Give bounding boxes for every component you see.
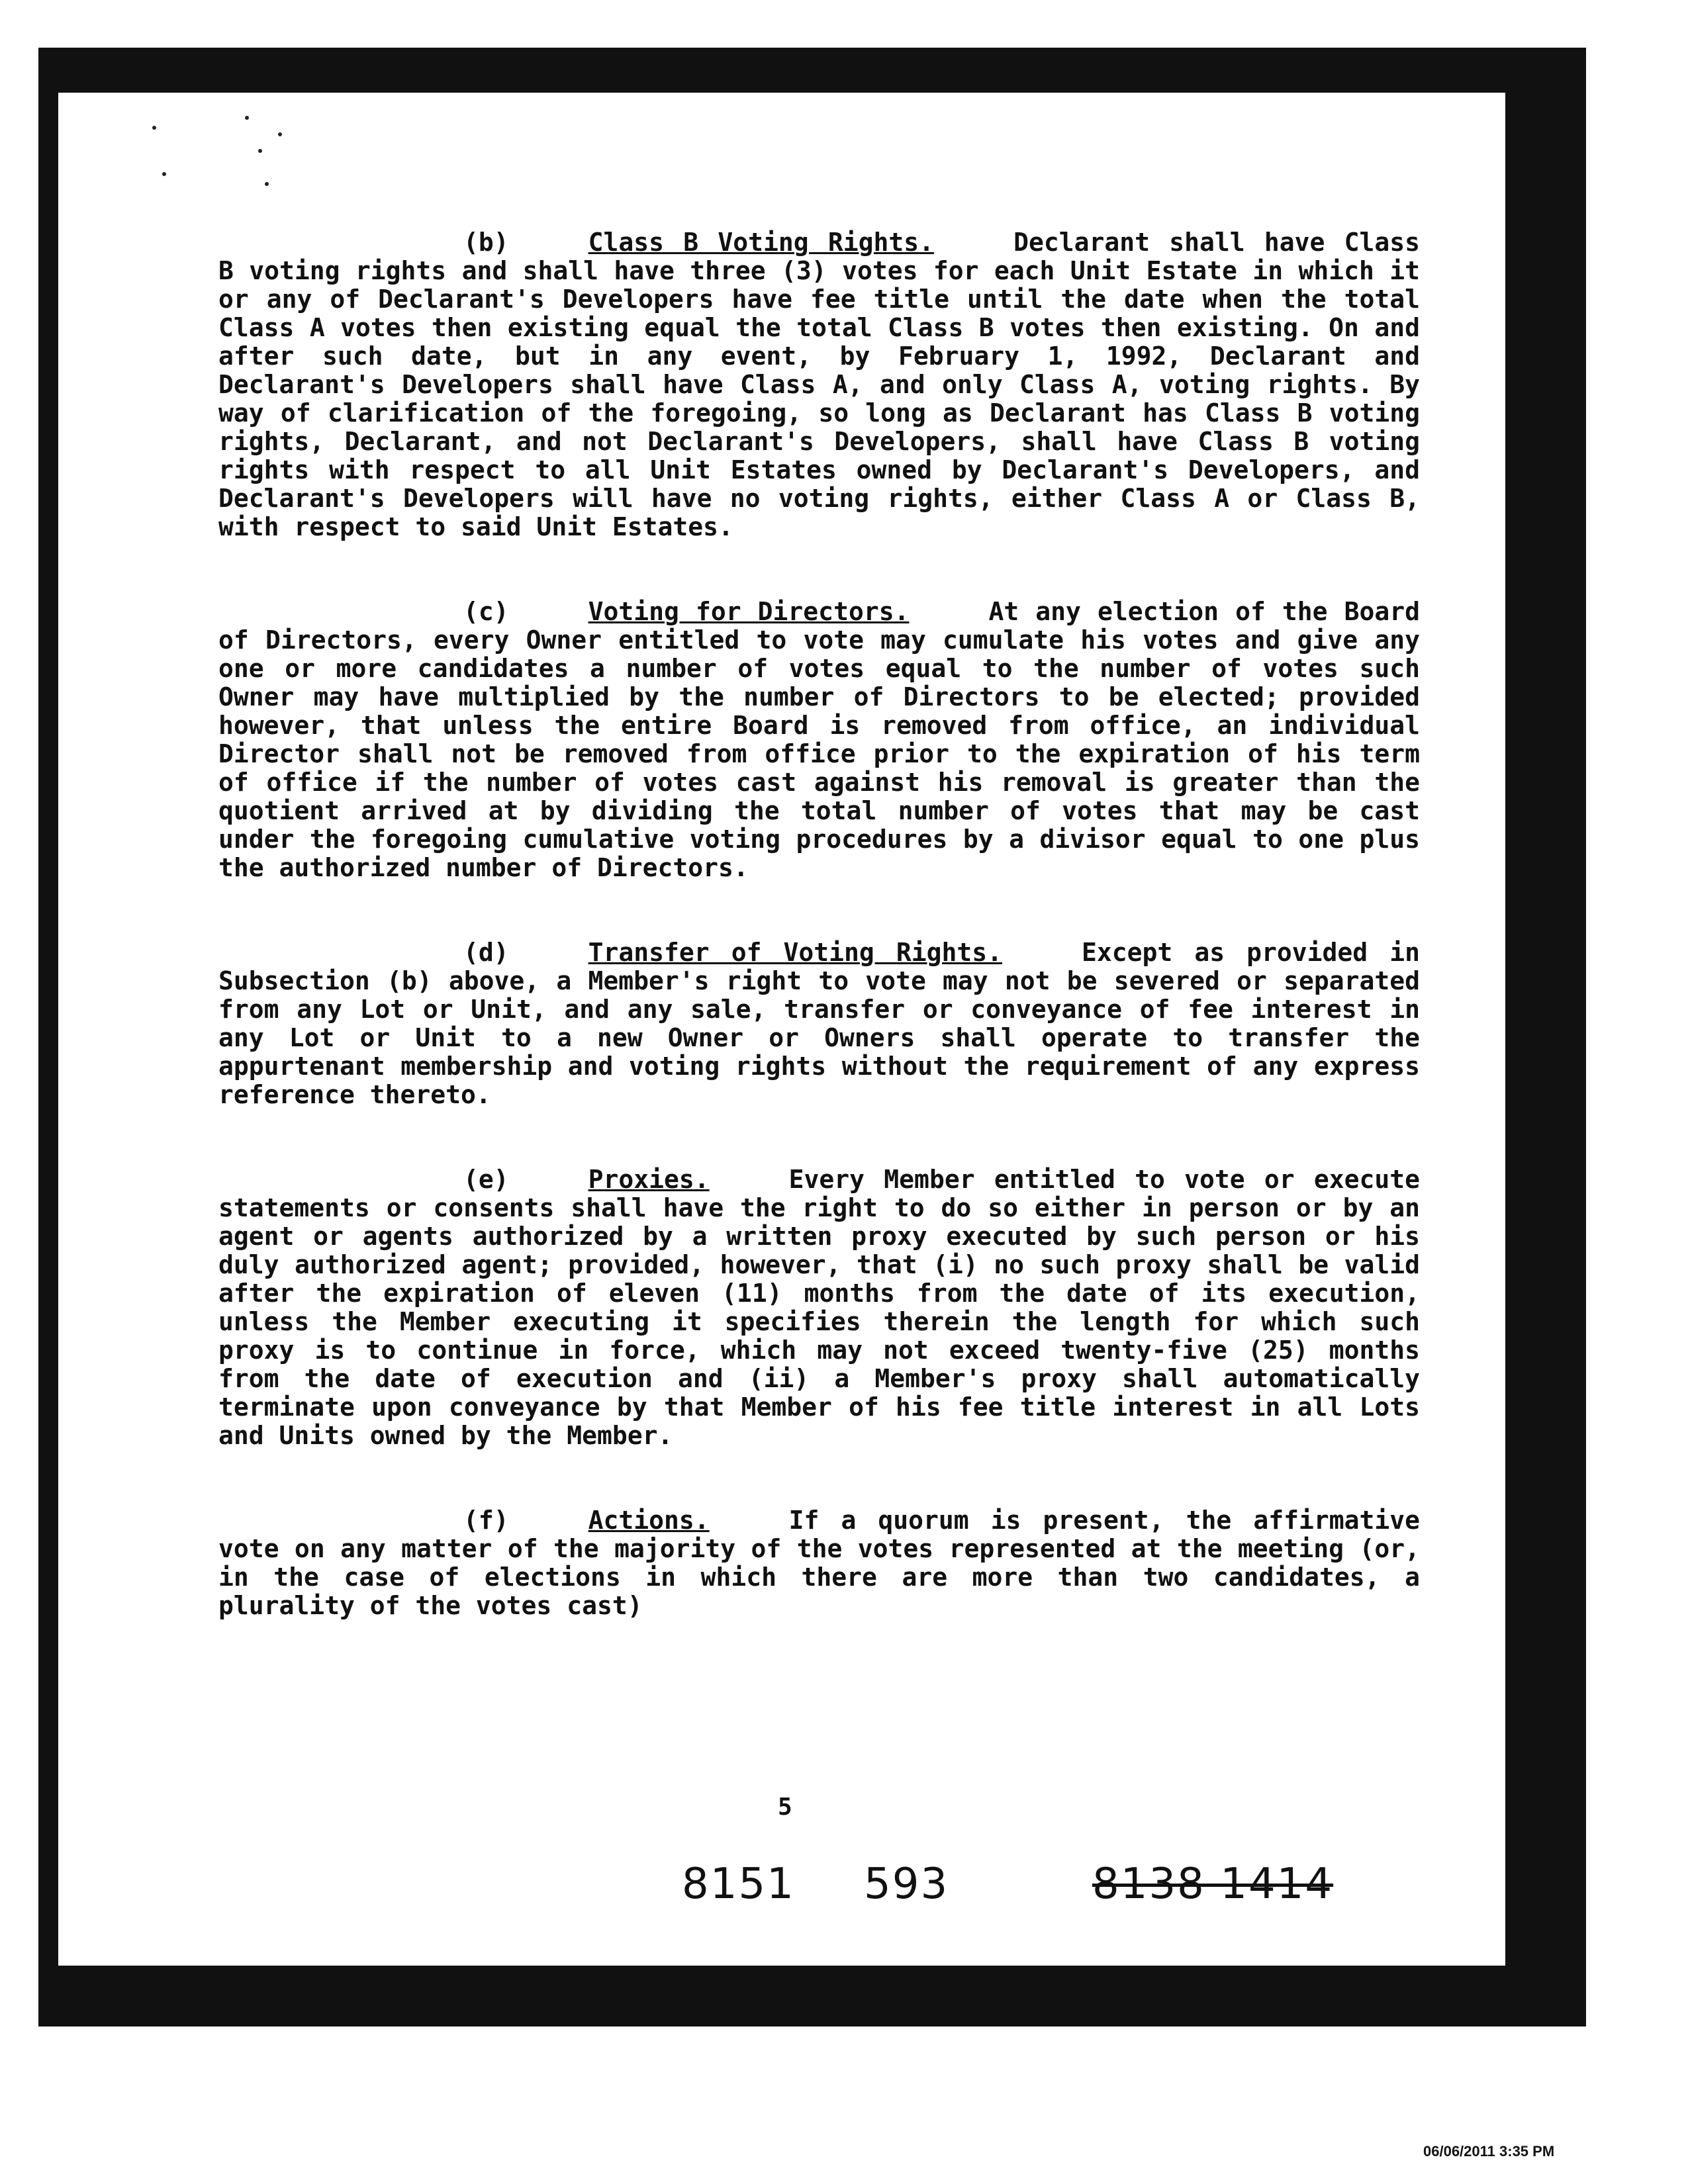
print-timestamp: 06/06/2011 3:35 PM bbox=[1423, 2143, 1555, 2160]
section-label: (b) bbox=[463, 228, 509, 257]
section-heading: Actions. bbox=[588, 1506, 710, 1535]
section-body: have Class B voting rights and shall have three (3) votes for each Unit Estate in which it or any of Declarant's Developers have fee title until the date when the total Class A votes then existing equal the total Class B votes then existing. On and after such date, but in any event, by February 1, 1992, Declarant and Declarant's Developers shall have Class A, and only Class A, voting rights. By way of clarification of the foregoing, so long as Declarant has Class B voting rights, Declarant, and not Declarant's Developers, shall have Class B voting rights with respect to all Unit Estates owned by Declarant's Developers, and Declarant's Developers will have no voting rights, either Class A or Class B, with respect to said Unit Estates. bbox=[218, 228, 1421, 541]
document-body bbox=[218, 228, 1420, 1676]
section-heading: Voting for Directors. bbox=[588, 597, 910, 626]
section-d bbox=[218, 938, 1420, 1109]
section-b bbox=[218, 228, 1420, 541]
section-label: (d) bbox=[463, 938, 509, 967]
page-number: 5 bbox=[778, 1794, 792, 1821]
section-e bbox=[218, 1165, 1420, 1450]
section-lead: Except as bbox=[1082, 938, 1225, 967]
section-heading: Proxies. bbox=[588, 1165, 710, 1194]
section-c bbox=[218, 598, 1420, 882]
recording-page-stamp: 593 bbox=[864, 1860, 949, 1909]
section-lead: If a quorum is present, the bbox=[788, 1506, 1232, 1535]
section-body: affirmative vote on any matter of the majority of the votes represented at the meeting (or, in the case of elections in which there are more than two candidates, a plurality of the votes cast) bbox=[218, 1506, 1420, 1620]
section-body: provided in Subsection (b) above, a Member's right to vote may not be severed or separated from any Lot or Unit, and any sale, transfer or conveyance of fee interest in any Lot or Unit to a new Owner or Owners shall operate to transfer the appurtenant membership and voting rights without the requirement of any express reference thereto. bbox=[218, 938, 1420, 1109]
section-heading: Class B Voting Rights. bbox=[588, 228, 935, 257]
section-lead: Every Member entitled to vote or bbox=[788, 1165, 1295, 1194]
section-body: the Board of Directors, every Owner entitled to vote may cumulate his votes and give any one or more candidates a number of votes equal to the number of votes such Owner may have multiplied by the number of Directors to be elected; provided however, that unless the entire Board is removed from office, an individual Director shall not be removed from office prior to the expiration of his term of office if the number of votes cast against his removal is greater than the quotient arrived at by dividing the total number of votes that may be cast under the foregoing cumulative voting procedures by a divisor equal to one plus the authorized number of Directors. bbox=[218, 597, 1420, 882]
recording-book-stamp: 8151 bbox=[682, 1860, 795, 1909]
section-label: (c) bbox=[463, 597, 509, 626]
section-label: (f) bbox=[463, 1506, 509, 1535]
section-lead: Declarant shall bbox=[1013, 228, 1245, 257]
section-f bbox=[218, 1506, 1420, 1620]
section-heading: Transfer of Voting Rights. bbox=[588, 938, 1002, 967]
section-label: (e) bbox=[463, 1165, 509, 1194]
section-lead: At any election of bbox=[988, 597, 1266, 626]
struck-recording-stamp: 8138 1414 bbox=[1092, 1860, 1334, 1909]
section-body: execute statements or consents shall have the right to do so either in person or by an agent or agents authorized by a written proxy executed by such person or his duly authorized agent; provided, however, that (i) no such proxy shall be valid after the expiration of eleven (11) months from the date of its execution, unless the Member executing it specifies therein the length for which such proxy is to continue in force, which may not exceed twenty-five (25) months from the date of execution and (ii) a Member's proxy shall automatically terminate upon conveyance by that Member of his fee title interest in all Lots and Units owned by the Member. bbox=[218, 1165, 1420, 1450]
